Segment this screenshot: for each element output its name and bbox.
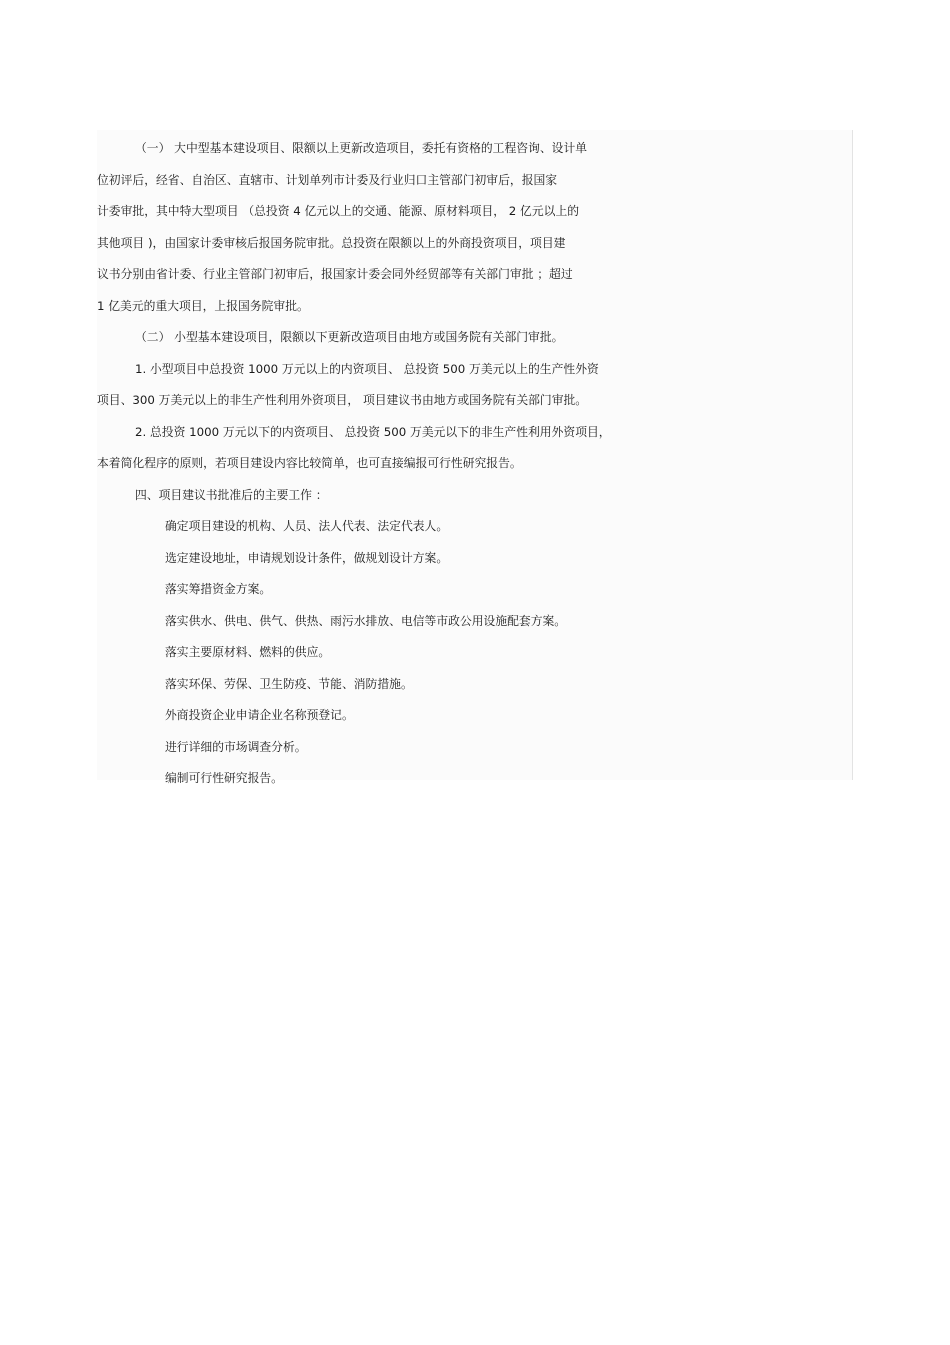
- list-item: 确定项目建设的机构、人员、法人代表、法定代表人。: [165, 519, 449, 533]
- list-item: 进行详细的市场调查分析。: [165, 739, 307, 754]
- list-item: 落实主要原材料、燃料的供应。: [165, 645, 331, 659]
- paragraph-line: 其他项目 )，由国家计委审核后报国务院审批。总投资在限额以上的外商投资项目，项目建: [97, 235, 566, 250]
- paragraph-line: 2. 总投资 1000 万元以下的内资项目、 总投资 500 万美元以下的非生产性利用外资项目，: [135, 424, 611, 439]
- list-item: 落实供水、供电、供气、供热、雨污水排放、电信等市政公用设施配套方案。: [165, 613, 567, 628]
- document-body: [97, 133, 857, 795]
- list-item: 落实环保、劳保、卫生防疫、节能、消防措施。: [165, 676, 413, 691]
- list-item: 落实筹措资金方案。: [165, 582, 272, 596]
- paragraph-line: 议书分别由省计委、行业主管部门初审后，报国家计委会同外经贸部等有关部门审批 ；超过: [97, 267, 573, 281]
- list-item: 选定建设地址，申请规划设计条件，做规划设计方案。: [165, 550, 449, 565]
- paragraph-line: 本着简化程序的原则，若项目建设内容比较简单，也可直接编报可行性研究报告。: [97, 456, 522, 470]
- list-item: 外商投资企业申请企业名称预登记。: [165, 708, 354, 722]
- paragraph-line: （一） 大中型基本建设项目、限额以上更新改造项目，委托有资格的工程咨询、设计单: [135, 141, 588, 155]
- paragraph-line: 1. 小型项目中总投资 1000 万元以上的内资项目、 总投资 500 万美元以上的生产性外资: [135, 361, 599, 376]
- section-heading: 四、项目建议书批准后的主要工作 ：: [135, 487, 328, 502]
- paragraph-line: 项目、300 万美元以上的非生产性利用外资项目， 项目建议书由地方或国务院有关部门审批。: [97, 393, 588, 407]
- paragraph-line: （二） 小型基本建设项目，限额以下更新改造项目由地方或国务院有关部门审批。: [135, 330, 564, 344]
- paragraph-line: 计委审批，其中特大型项目 （总投资 4 亿元以上的交通、能源、原材料项目， 2 亿元以上的: [97, 204, 580, 218]
- list-item: 编制可行性研究报告。: [165, 771, 283, 785]
- paragraph-line: 1 亿美元的重大项目，上报国务院审批。: [97, 298, 309, 313]
- paragraph-line: 位初评后，经省、自治区、直辖市、计划单列市计委及行业归口主管部门初审后，报国家: [97, 172, 558, 187]
